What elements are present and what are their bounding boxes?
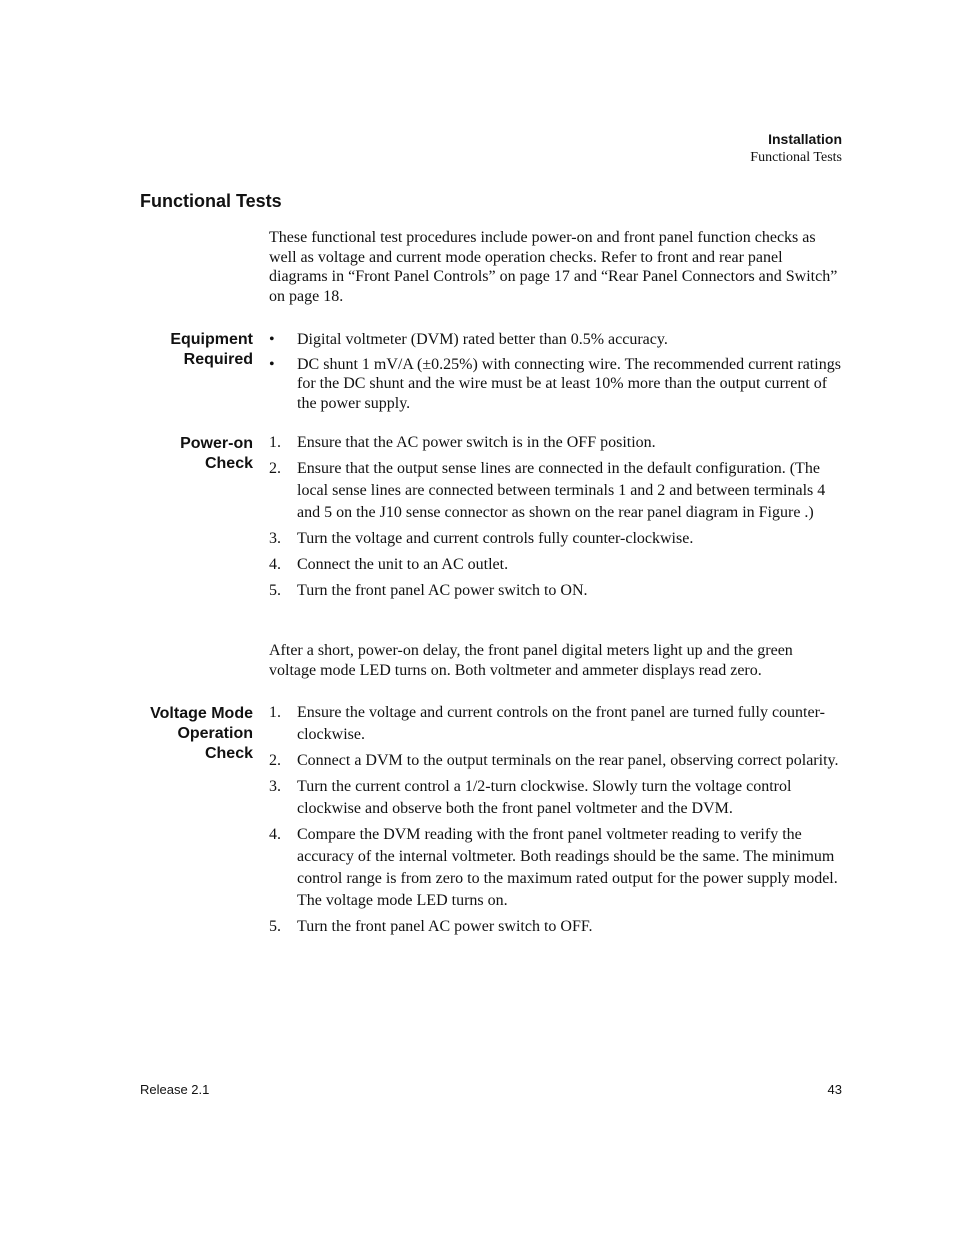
poweron-steps bbox=[269, 432, 841, 606]
poweron-heading bbox=[180, 434, 253, 474]
step-number: 1. bbox=[269, 434, 281, 451]
running-header-chapter: Installation bbox=[768, 131, 842, 147]
voltage-heading bbox=[150, 704, 253, 764]
intro-paragraph: These functional test procedures include power-on and front panel function checks as well as voltage and current mode operation checks. Refer to front and rear panel diagrams in “Front Panel Controls” on page 17 and “Rear Panel Connectors and Switch” on page 18. bbox=[269, 229, 838, 305]
equipment-heading-line-2: Required bbox=[183, 351, 253, 368]
list-item-text: Turn the front panel AC power switch to ON. bbox=[297, 582, 588, 599]
step-number: 4. bbox=[269, 556, 281, 573]
list-item-text: DC shunt 1 mV/A (±0.25%) with connecting wire. The recommended current ratings for the DC shunt and the wire must be at least 10% more than the output current of the power supply. bbox=[297, 355, 841, 412]
list-item bbox=[269, 776, 841, 820]
voltage-heading-line-2: Operation bbox=[177, 725, 253, 742]
list-item bbox=[269, 528, 841, 550]
footer-release: Release 2.1 bbox=[140, 1082, 210, 1097]
bullet-marker: • bbox=[269, 331, 275, 348]
step-number: 5. bbox=[269, 918, 281, 935]
list-item-text: Connect a DVM to the output terminals on the rear panel, observing correct polarity. bbox=[297, 752, 839, 769]
step-number: 5. bbox=[269, 582, 281, 599]
list-item bbox=[269, 355, 841, 414]
list-item bbox=[269, 432, 841, 454]
list-item-text: Turn the voltage and current controls fully counter-clockwise. bbox=[297, 530, 694, 547]
step-number: 3. bbox=[269, 778, 281, 795]
page-title: Functional Tests bbox=[140, 191, 282, 211]
list-item bbox=[269, 330, 841, 350]
equipment-heading-line-1: Equipment bbox=[170, 331, 253, 348]
equipment-list bbox=[269, 330, 841, 418]
step-number: 4. bbox=[269, 826, 281, 843]
list-item-text: Compare the DVM reading with the front panel voltmeter reading to verify the accuracy of the internal voltmeter. Both readings should be the same. The minimum control range is from zero to the maximum rated output for the power supply model. The voltage mode LED turns on. bbox=[297, 826, 838, 909]
list-item-text: Digital voltmeter (DVM) rated better than 0.5% accuracy. bbox=[297, 331, 668, 348]
list-item bbox=[269, 554, 841, 576]
footer-page-number: 43 bbox=[827, 1082, 842, 1097]
list-item bbox=[269, 750, 841, 772]
list-item bbox=[269, 824, 841, 912]
list-item bbox=[269, 580, 841, 602]
step-number: 1. bbox=[269, 704, 281, 721]
step-number: 2. bbox=[269, 460, 281, 477]
voltage-heading-line-1: Voltage Mode bbox=[150, 705, 253, 722]
list-item-text: Ensure that the output sense lines are connected in the default configuration. (The local sense lines are connected between terminals 1 and 2 and between terminals 4 and 5 on the J10 sense connector as shown on the rear panel diagram in Figure .) bbox=[297, 460, 826, 521]
step-number: 3. bbox=[269, 530, 281, 547]
list-item-text: Turn the front panel AC power switch to OFF. bbox=[297, 918, 593, 935]
list-item-text: Connect the unit to an AC outlet. bbox=[297, 556, 509, 573]
equipment-heading bbox=[170, 330, 253, 370]
list-item bbox=[269, 702, 841, 746]
poweron-result-paragraph: After a short, power-on delay, the front panel digital meters light up and the green voltage mode LED turns on. Both voltmeter and ammeter displays read zero. bbox=[269, 642, 793, 679]
step-number: 2. bbox=[269, 752, 281, 769]
list-item bbox=[269, 916, 841, 938]
list-item-text: Turn the current control a 1/2-turn clockwise. Slowly turn the voltage control clockwise and observe both the front panel voltmeter and the DVM. bbox=[297, 778, 792, 817]
list-item-text: Ensure the voltage and current controls on the front panel are turned fully counter-clockwise. bbox=[297, 704, 825, 743]
list-item bbox=[269, 458, 841, 524]
bullet-marker: • bbox=[269, 355, 275, 373]
poweron-heading-line-2: Check bbox=[204, 455, 253, 472]
list-item-text: Ensure that the AC power switch is in the OFF position. bbox=[297, 434, 656, 451]
running-header-section: Functional Tests bbox=[750, 150, 842, 165]
voltage-heading-line-3: Check bbox=[204, 745, 253, 762]
voltage-steps bbox=[269, 702, 841, 942]
poweron-heading-line-1: Power-on bbox=[180, 435, 253, 452]
